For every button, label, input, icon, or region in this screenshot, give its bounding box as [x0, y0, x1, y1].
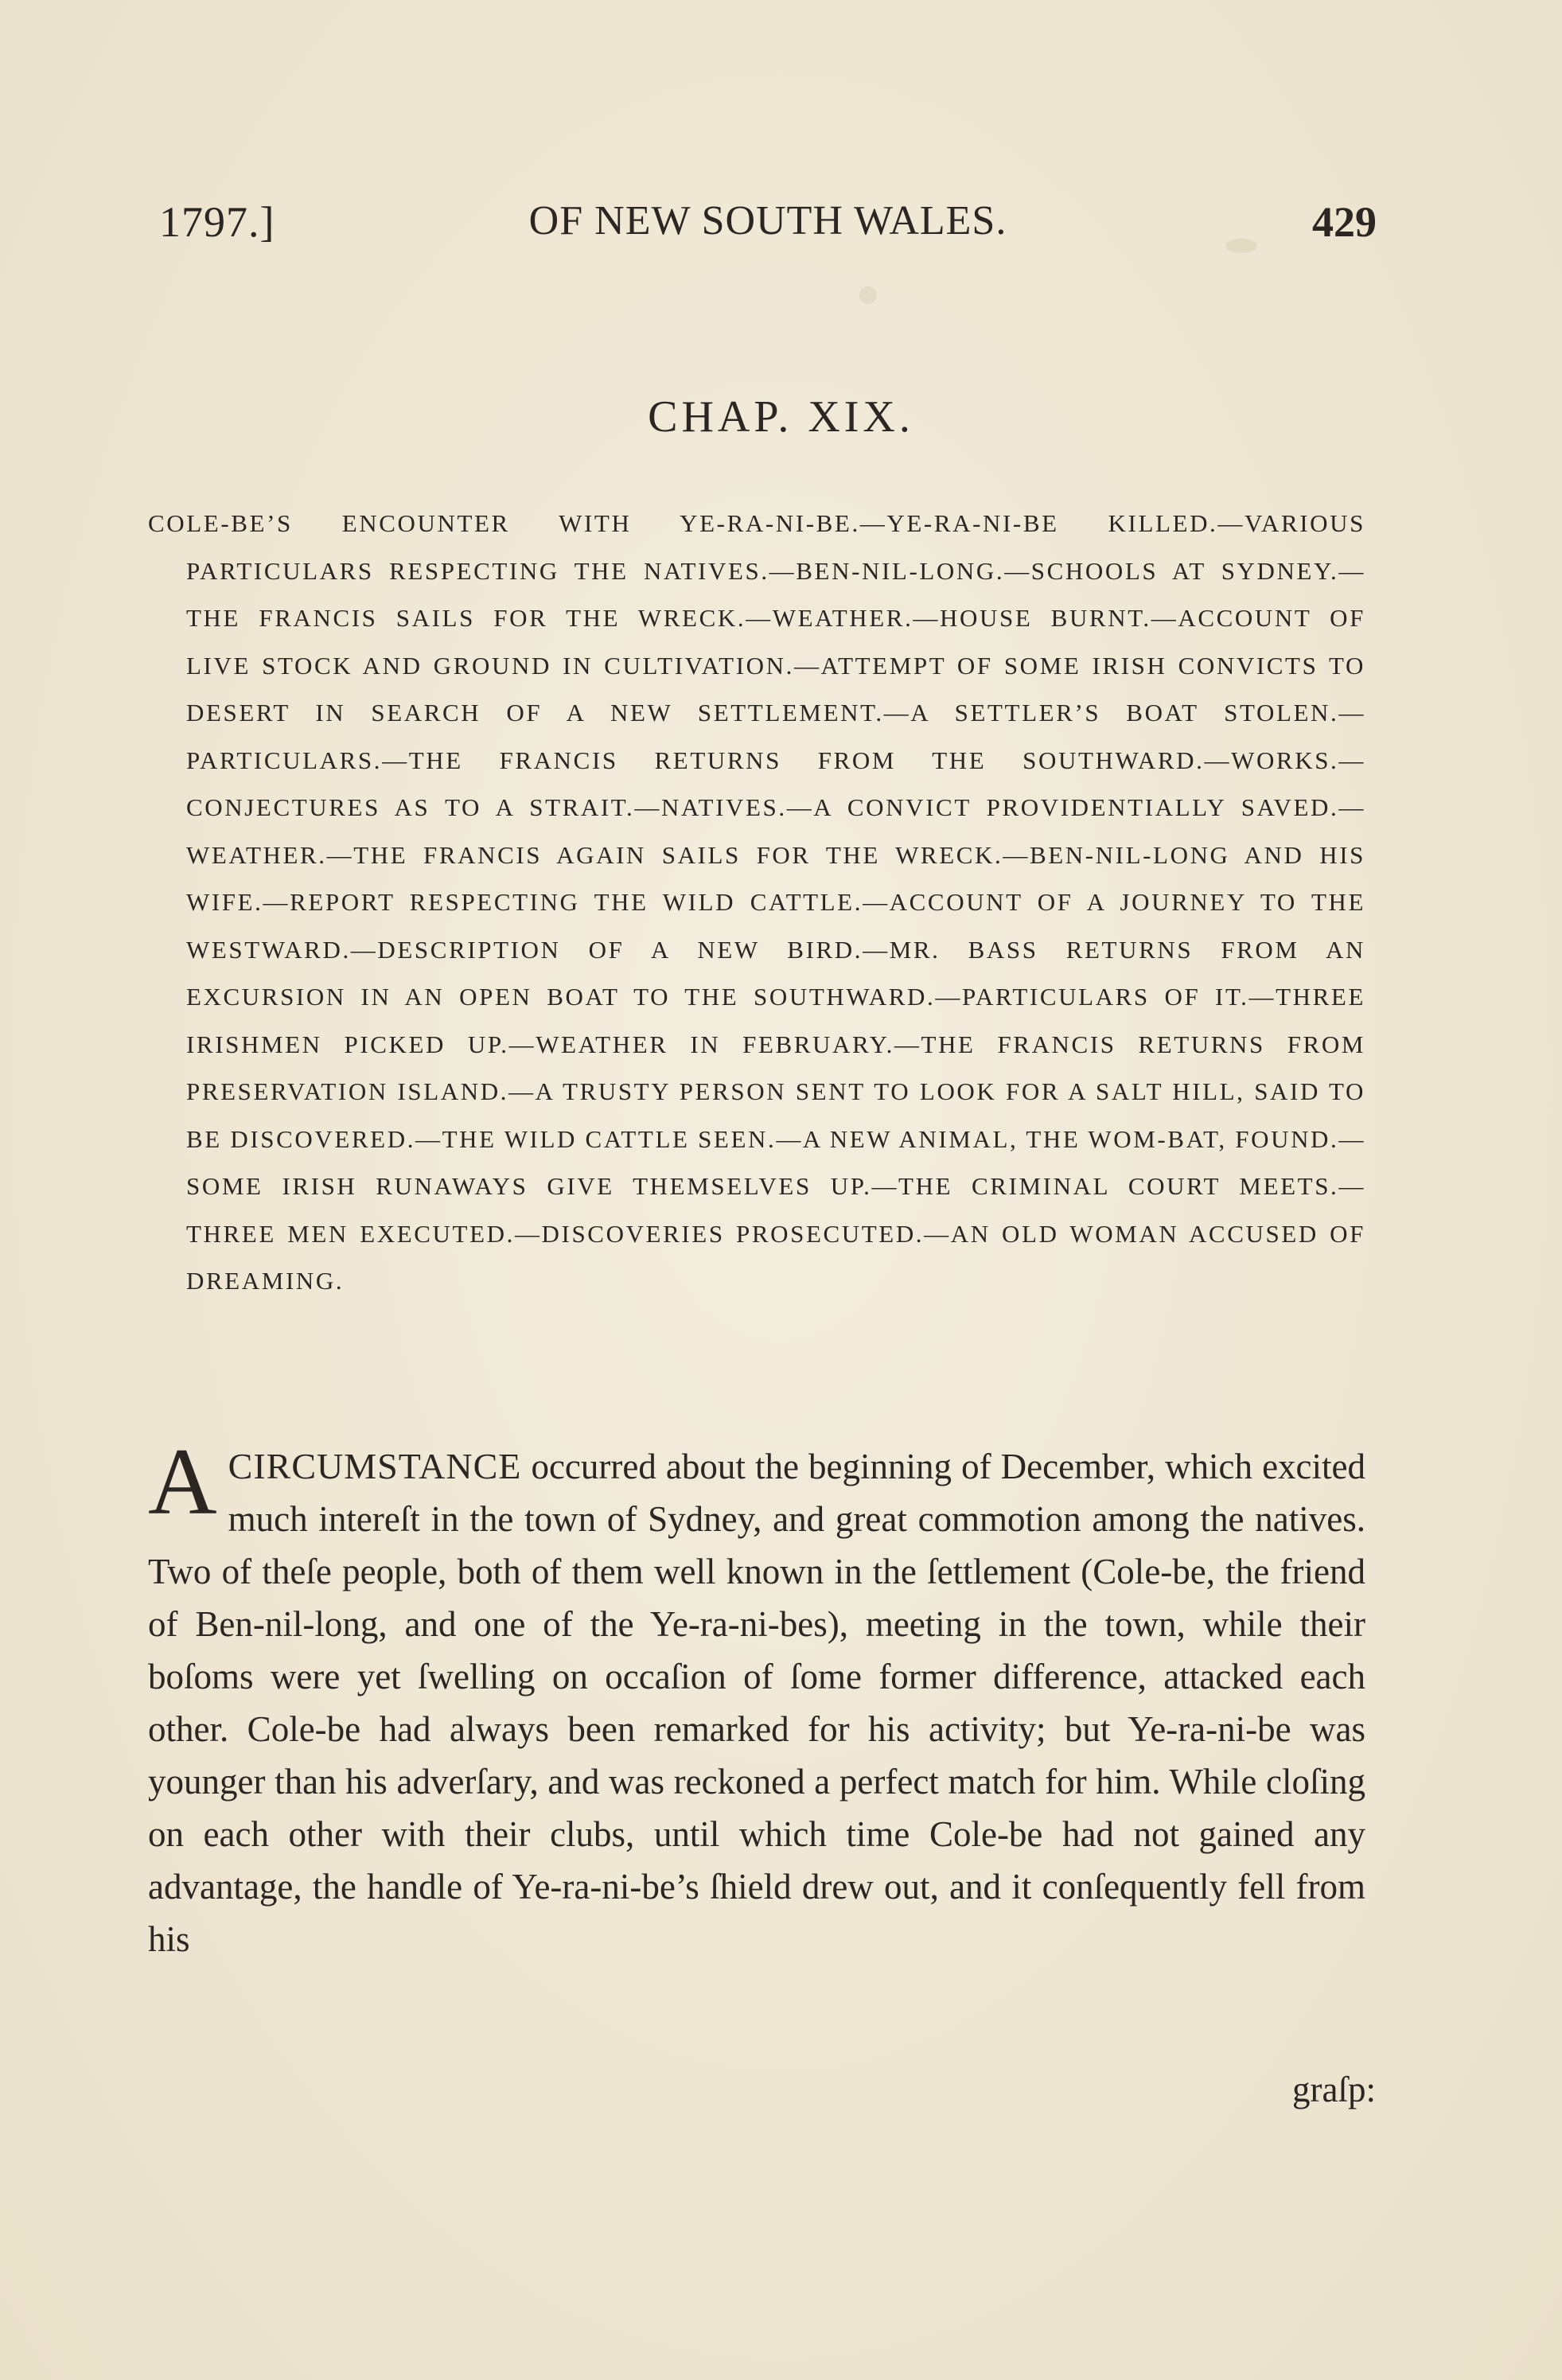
header-year: 1797.] — [159, 198, 275, 246]
chapter-synopsis: COLE-BE’S ENCOUNTER WITH YE-RA-NI-BE.—YE-RA-NI-BE KILLED.—VARIOUS PARTICULARS RESPECTING THE NATIVES.—BEN-NIL-LONG.—SCHOOLS AT SYDNEY.—THE FRANCIS SAILS FOR THE WRECK.—WEATHER.—HOUSE BURNT.—ACCOUNT OF LIVE STOCK AND GROUND IN CULTIVATION.—ATTEMPT OF SOME IRISH CONVICTS TO DESERT IN SEARCH OF A NEW SETTLEMENT.—A SETTLER’S BOAT STOLEN.—PARTICULARS.—THE FRANCIS RETURNS FROM THE SOUTHWARD.—WORKS.—CONJECTURES AS TO A STRAIT.—NATIVES.—A CONVICT PROVIDENTIALLY SAVED.—WEATHER.—THE FRANCIS AGAIN SAILS FOR THE WRECK.—BEN-NIL-LONG AND HIS WIFE.—REPORT RESPECTING THE WILD CATTLE.—ACCOUNT OF A JOURNEY TO THE WESTWARD.—DESCRIPTION OF A NEW BIRD.—MR. BASS RETURNS FROM AN EXCURSION IN AN OPEN BOAT TO THE SOUTHWARD.—PARTICULARS OF IT.—THREE IRISHMEN PICKED UP.—WEATHER IN FEBRUARY.—THE FRANCIS RETURNS FROM PRESERVATION ISLAND.—A TRUSTY PERSON SENT TO LOOK FOR A SALT HILL, SAID TO BE DISCOVERED.—THE WILD CATTLE SEEN.—A NEW ANIMAL, THE WOM-BAT, FOUND.—SOME IRISH RUNAWAYS GIVE THEMSELVES UP.—THE CRIMINAL COURT MEETS.—THREE MEN EXECUTED.—DISCOVERIES PROSECUTED.—AN OLD WOMAN ACCUSED OF DREAMING. — [148, 509, 1365, 1295]
chapter-heading: CHAP. XIX. — [648, 392, 914, 442]
paper-stain — [859, 286, 877, 304]
paragraph-text: occurred about the beginning of December, which excited much intereſt in the town of Sydney, and great commotion among the natives. Two of theſe people, both of them well known in the ſettlement (Cole-be, the friend of Ben-nil-long, and one of the Ye-ra-ni-bes), meeting in the town, while their boſoms were yet ſwelling on occaſion of ſome former difference, attacked each other. Cole-be had always been remarked for his activity; but Ye-ra-ni-be was younger than his adverſary, and was reckoned a perfect match for him. While cloſing on each other with their clubs, until which time Cole-be had not gained any advantage, the handle of Ye-ra-ni-be’s ſhield drew out, and it conſequently fell from his — [148, 1447, 1365, 1959]
running-header — [159, 197, 1377, 253]
catchword: graſp: — [1292, 2070, 1376, 2109]
page-number: 429 — [1312, 198, 1377, 246]
body-paragraph — [148, 1428, 1365, 1965]
lead-capitals: CIRCUMSTANCE — [228, 1446, 522, 1486]
header-title: OF NEW SOUTH WALES. — [528, 198, 1007, 243]
drop-cap: A — [148, 1428, 217, 1534]
